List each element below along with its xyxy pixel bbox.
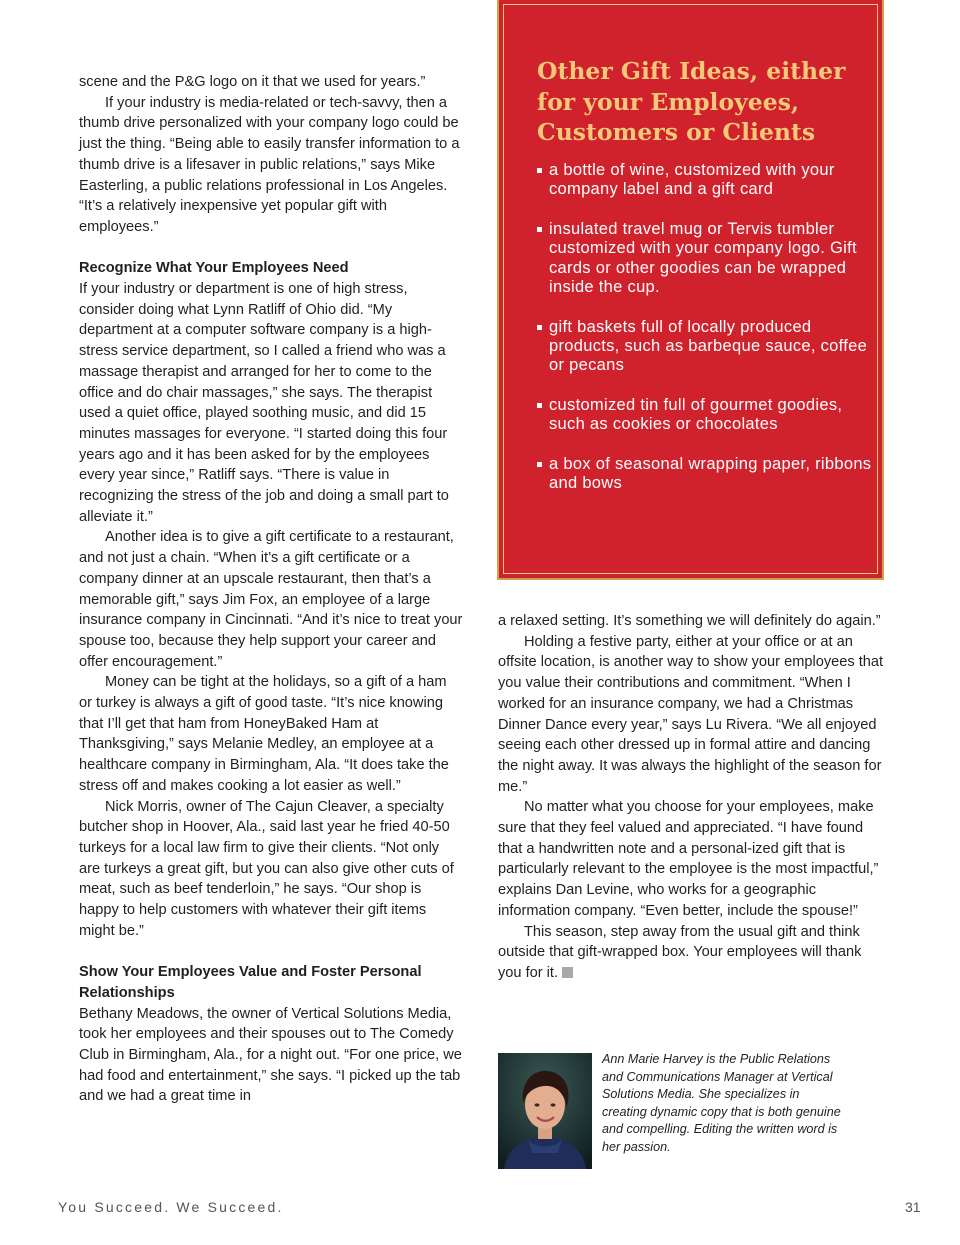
section-heading: Show Your Employees Value and Foster Personal Relationships [79,964,422,1001]
article-paragraph: If your industry is media-related or tech-savvy, then a thumb drive personalized with your company logo could be just the thing. “Being able to easily transfer information to a thumb drive is a lifesaver in public relations,” says Mike Easterling, a public relations professional in Los Angeles. “It’s a relatively inexpensive yet popular gift with employees.” [79,94,460,235]
article-paragraph [498,922,886,984]
gift-idea-item: customized tin full of gourmet goodies, such as cookies or chocolates [537,396,872,435]
article-paragraph: Holding a festive party, either at your office or at an offsite location, is another way to show your employees that you value their contributions and commitment. “When I worked for an insurance company, we had a Christmas Dinner Dance every year,” says Lu Rivera. “We all enjoyed seeing each other dressed up in formal attire and dancing the night away. It was always the highlight of the season for me.” [498,633,884,795]
gift-ideas-sidebar [497,0,884,580]
gift-idea-item: insulated travel mug or Tervis tumbler customized with your company logo. Gift cards or other goodies can be wrapped inside the cup. [537,220,872,297]
article-paragraph: a relaxed setting. It’s something we will definitely do again.” [498,613,881,629]
closing-paragraph-text: This season, step away from the usual gift and think outside that gift-wrapped box. Your employees will thank you for it. [498,923,862,981]
article-paragraph: Bethany Meadows, the owner of Vertical Solutions Media, took her employees and their spouses out to The Comedy Club in Birmingham, Ala., for a night out. “For one price, we had food and entertainment,” she says. “I picked up the tab and we had a great time in [79,1005,462,1105]
end-mark-icon [562,967,573,978]
page-number: 31 [905,1199,921,1215]
left-article-column [79,72,463,1107]
section-heading: Recognize What Your Employees Need [79,260,349,277]
article-paragraph: Another idea is to give a gift certificate to a restaurant, and not just a chain. “When it’s a gift certificate or a company dinner at an upscale restaurant, then that’s a memorable gift,” says Jim Fox, an employee of a large insurance company in Cincinnati. “And it’s nice to treat your spouse too, because they help support your career and offer encouragement.” [79,529,463,670]
article-paragraph: Nick Morris, owner of The Cajun Cleaver, a specialty butcher shop in Hoover, Ala., said last year he fried 40-50 turkeys for a local law firm to give their clients. “Not only are turkeys a great gift, but you can also give other cuts of meat, such as beef tenderloin,” he says. “Our shop is happy to help customers with whatever their gift items might be.” [79,798,454,939]
article-paragraph: scene and the P&G logo on it that we used for years.” [79,74,426,90]
article-paragraph: If your industry or department is one of high stress, consider doing what Lynn Ratliff of Ohio did. “My department at a computer software company is a high-stress service department, so I called a friend who was a massage therapist and arranged for her to come to the office and do chair massages,” she says. The therapist used a quiet office, played soothing music, and did 15 minutes massages for everyone. “I started doing this four years ago and it has been asked for by the employees every year since,” Ratliff says. “There is value in recognizing the stress of the job and doing a small part to alleviate it.” [79,281,449,525]
author-bio: Ann Marie Harvey is the Public Relations and Communications Manager at Vertical Solutions Media. She specializes in creating dynamic copy that is both genuine and compelling. Editing the written word is her passion. [602,1052,841,1154]
gift-idea-item: a bottle of wine, customized with your company label and a gift card [537,161,872,200]
sidebar-title: Other Gift Ideas, either for your Employees, Customers or Clients [537,57,846,146]
gift-idea-item: a box of seasonal wrapping paper, ribbons and bows [537,455,872,494]
article-paragraph: Money can be tight at the holidays, so a gift of a ham or turkey is always a gift of good taste. “It’s nice knowing that I’ll get that ham from HoneyBaked Ham at Thanksgiving,” says Melanie Medley, an employee at a healthcare company in Birmingham, Ala. “It does take the stress off and makes cooking a lot easier as well.” [79,674,449,794]
right-article-column [498,611,886,984]
gift-idea-item: gift baskets full of locally produced products, such as barbeque sauce, coffee or pecans [537,318,872,376]
gift-ideas-list [537,161,872,514]
article-paragraph: No matter what you choose for your employees, make sure that they feel valued and appreciated. “I have found that a handwritten note and a personal-ized gift that is particularly relevant to the employee is the most impactful,” explains Dan Levine, who works for a geographic information company. “Even better, include the spouse!” [498,799,879,919]
author-photo [498,1053,592,1169]
footer-tagline: You Succeed. We Succeed. [58,1199,284,1215]
